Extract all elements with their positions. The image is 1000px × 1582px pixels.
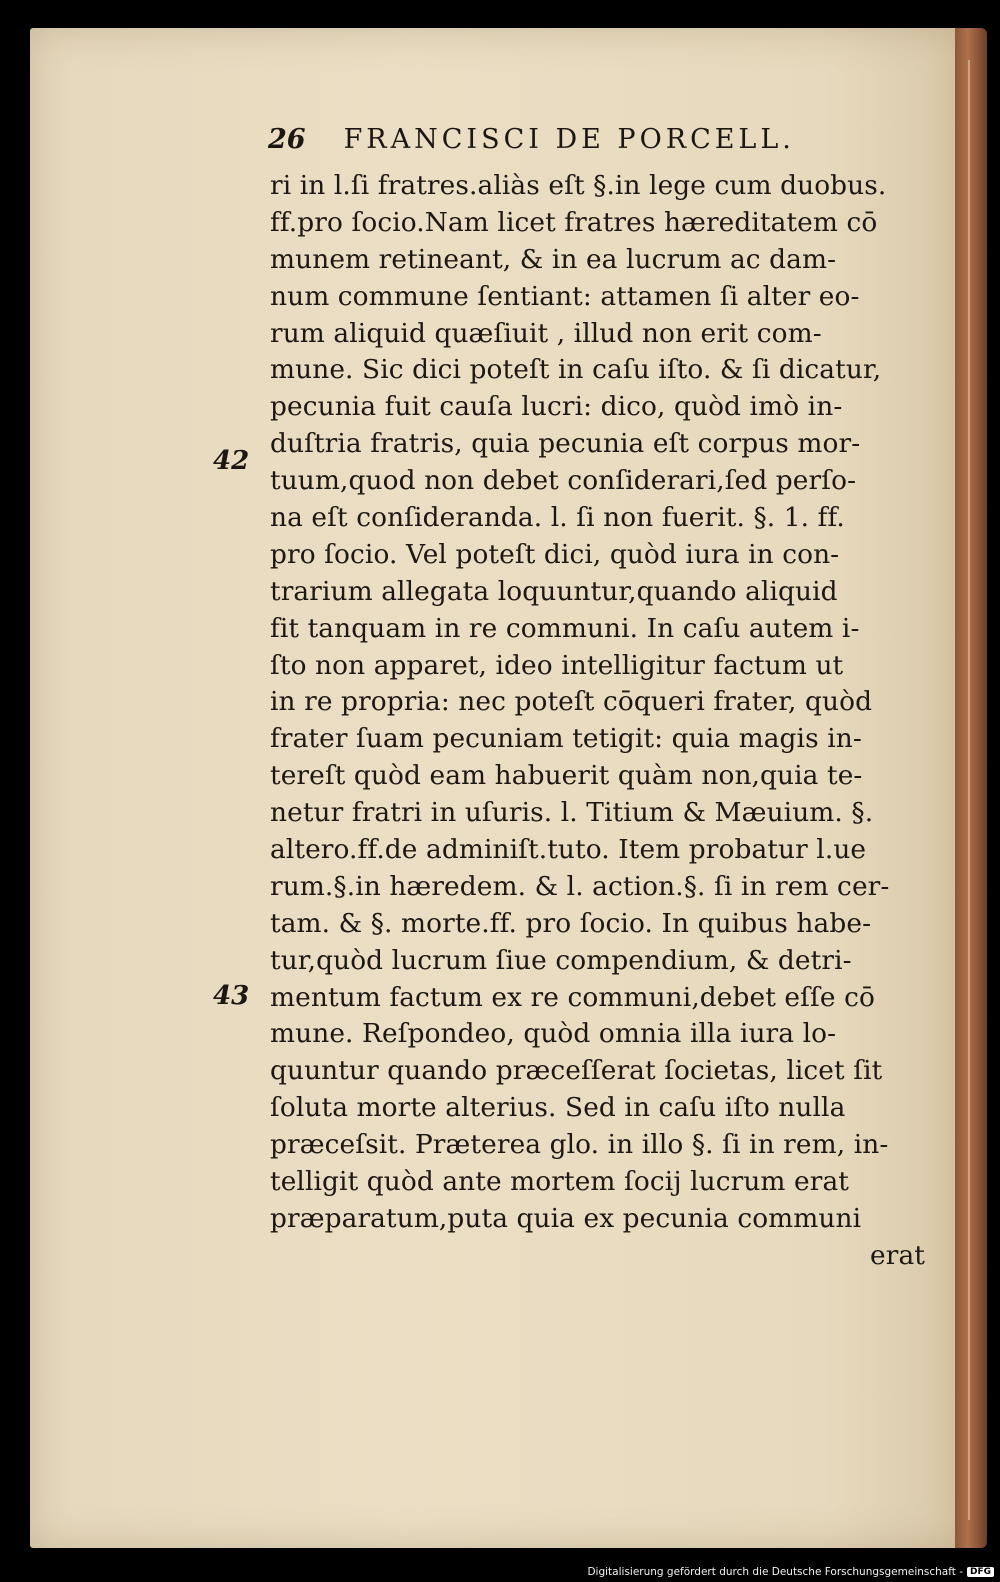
text-line: ſoluta morte alterius. Sed in caſu iſto nulla: [270, 1092, 846, 1124]
text-line: mune. Sic dici poteſt in caſu iſto. & ſi dicatur,: [270, 354, 882, 386]
text-line: fit tanquam in re communi. In caſu autem i-: [270, 612, 860, 644]
running-title: FRANCISCI DE PORCELL.: [343, 124, 795, 155]
text-line: ri in l.ſi fratres.aliàs eſt §.in lege cum duobus.: [270, 170, 887, 201]
text-line: præparatum,puta quia ex pecunia communi: [270, 1202, 862, 1234]
text-line: tuum,quod non debet conſiderari,ſed perſo-: [270, 465, 857, 497]
body-text: [270, 168, 925, 1275]
credit-text: Digitalisierung gefördert durch die Deutsche Forschungsgemeinschaft -: [587, 1566, 963, 1578]
text-line: altero.ff.de adminiſt.tuto. Item probatur l.ue: [270, 834, 867, 866]
page-number: 26: [268, 124, 306, 155]
text-line: tereſt quòd eam habuerit quàm non,quia te-: [270, 760, 863, 792]
text-line: munem retineant, & in ea lucrum ac dam-: [270, 243, 837, 275]
dfg-logo: DFG: [967, 1567, 994, 1577]
text-line: mentum factum ex re communi,debet eſſe cō: [270, 981, 875, 1013]
text-line: rum aliquid quæſiuit , illud non erit com-: [270, 317, 822, 349]
running-head: [268, 124, 928, 164]
text-line: pro ſocio. Vel poteſt dici, quòd iura in con-: [270, 538, 840, 570]
text-line: netur fratri in uſuris. l. Titium & Mæuium. §.: [270, 797, 874, 829]
text-line: tur,quòd lucrum ſiue compendium, & detri-: [270, 944, 852, 976]
text-line: mune. Reſpondeo, quòd omnia illa iura lo-: [270, 1018, 837, 1050]
digitization-credit: [587, 1566, 994, 1578]
text-line: duſtria fratris, quia pecunia eſt corpus mor-: [270, 428, 861, 460]
marginal-number-43: 43: [213, 981, 250, 1011]
text-line: in re propria: nec poteſt cōqueri frater, quòd: [270, 686, 873, 718]
catchword: erat: [870, 1239, 925, 1271]
text-line: ſto non apparet, ideo intelligitur factum ut: [270, 649, 844, 681]
page-edge-highlight: [968, 60, 970, 1520]
marginal-number-42: 42: [213, 446, 250, 476]
text-line: ff.pro ſocio.Nam licet fratres hæreditatem cō: [270, 206, 878, 238]
text-line: frater ſuam pecuniam tetigit: quia magis in-: [270, 723, 862, 755]
text-line: trarium allegata loquuntur,quando aliquid: [270, 575, 838, 607]
text-line: num commune ſentiant: attamen ſi alter eo-: [270, 280, 860, 312]
text-line: pecunia fuit cauſa lucri: dico, quòd imò in-: [270, 391, 843, 423]
text-line: præceſsit. Præterea glo. in illo §. ſi in rem, in-: [270, 1129, 889, 1161]
text-line: telligit quòd ante mortem ſocij lucrum erat: [270, 1166, 850, 1198]
book-binding-edge: [955, 28, 987, 1548]
text-line: rum.§.in hæredem. & l. action.§. ſi in rem cer-: [270, 870, 890, 902]
text-line: tam. & §. morte.ff. pro ſocio. In quibus habe-: [270, 907, 872, 939]
text-line: quuntur quando præceſſerat ſocietas, licet ſit: [270, 1055, 883, 1087]
text-line: na eſt conſideranda. l. ſi non fuerit. §. 1. ff.: [270, 502, 845, 534]
